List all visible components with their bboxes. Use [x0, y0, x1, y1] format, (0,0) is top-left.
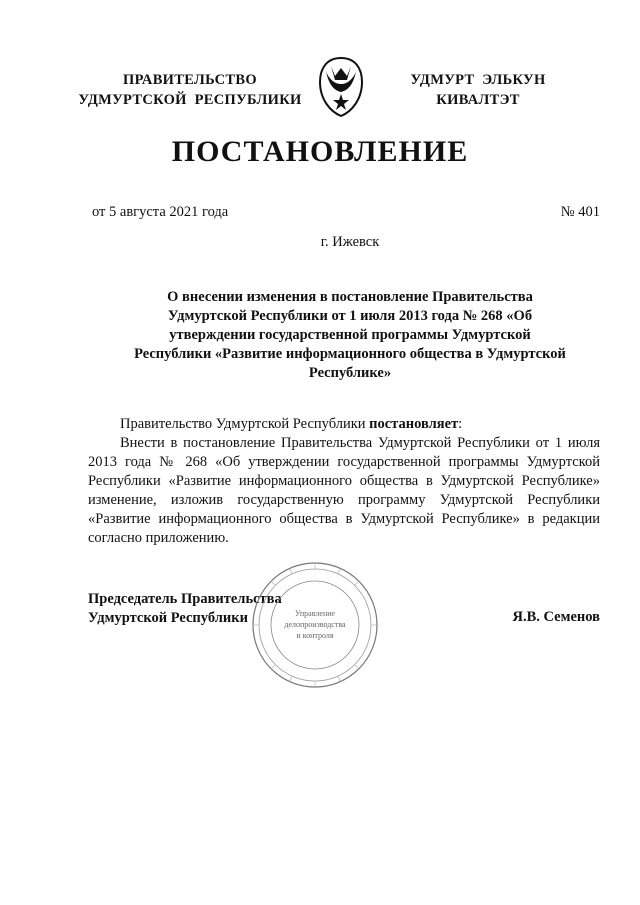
document-title: ПОСТАНОВЛЕНИЕ	[171, 135, 469, 168]
document-date: от 5 августа 2021 года	[92, 204, 229, 220]
stamp-line2: делопроизводства	[284, 620, 346, 629]
signature-position-line1: Председатель Правительства	[88, 591, 282, 607]
stamp-line1: Управление	[294, 609, 336, 618]
p1-colon: :	[458, 416, 463, 432]
signature-position-line2: Удмуртской Республики	[88, 610, 248, 626]
body-paragraph-2: Внести в постановление Правительства Удмуртской Республики от 1 июля 2013 года № 268 «Об утверждении государственной программы Удмуртской Республики «Развитие информационного общества в Удмуртской Республике» изменение, изложив государственную программу Удмуртской Республики «Развитие информационного общества в Удмуртской Республике» в редакции согласно приложению.	[88, 435, 600, 546]
p1-bold: постановляет	[369, 416, 459, 432]
header-right	[388, 70, 568, 110]
header-right-line2: КИВАЛТЭТ	[436, 92, 520, 108]
official-stamp	[250, 560, 380, 690]
document-number: № 401	[560, 204, 600, 220]
header-left-line2: УДМУРТСКОЙ РЕСПУБЛИКИ	[78, 92, 302, 108]
coat-of-arms-icon	[317, 56, 365, 118]
document-subject: О внесении изменения в постановление Правительства Удмуртской Республики от 1 июля 2013 года № 268 «Об утверждении государственной программы Удмуртской Республики «Развитие информационного общества в Удмуртской Республике»	[134, 289, 566, 381]
document-city: г. Ижевск	[320, 234, 380, 250]
header-right-line1: УДМУРТ ЭЛЬКУН	[410, 72, 546, 88]
signatory-name: Я.В. Семенов	[512, 609, 600, 625]
header-left	[60, 70, 320, 110]
body-paragraph-1	[120, 415, 462, 434]
stamp-line3: и контроля	[296, 631, 334, 640]
p1-text: Правительство Удмуртской Республики	[120, 416, 370, 432]
header-left-line1: ПРАВИТЕЛЬСТВО	[123, 72, 257, 88]
